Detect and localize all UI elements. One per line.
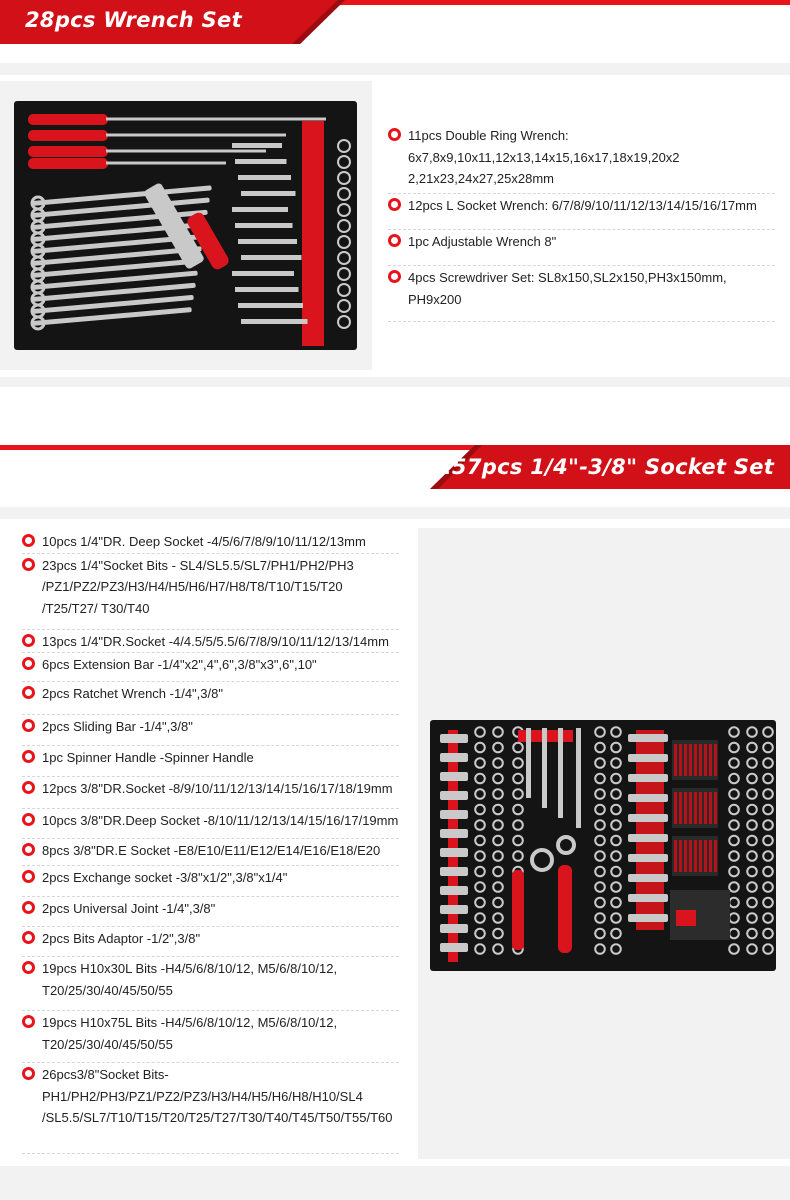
socket bbox=[729, 836, 739, 846]
socket bbox=[595, 929, 605, 939]
socket bbox=[595, 867, 605, 877]
socket bbox=[493, 851, 503, 861]
socket bbox=[747, 789, 757, 799]
socket bbox=[747, 774, 757, 784]
socket-ring bbox=[338, 220, 350, 232]
section-divider bbox=[0, 507, 790, 519]
socket bbox=[611, 789, 621, 799]
socket-bit bbox=[714, 792, 717, 824]
spec-list-item bbox=[388, 194, 775, 230]
socket-bar bbox=[628, 814, 668, 822]
socket bbox=[493, 867, 503, 877]
socket-set-banner bbox=[0, 445, 790, 489]
socket bbox=[513, 851, 523, 861]
socket bbox=[493, 882, 503, 892]
socket bbox=[475, 944, 485, 954]
socket-bar bbox=[628, 834, 668, 842]
spec-list-item bbox=[22, 809, 399, 839]
spec-text: 12pcs L Socket Wrench: 6/7/8/9/10/11/12/13/14/15/16/17mm bbox=[408, 198, 757, 213]
spec-text: 1pc Adjustable Wrench 8" bbox=[408, 234, 557, 249]
socket-bar bbox=[628, 754, 668, 762]
screwdriver-shaft bbox=[106, 134, 286, 137]
socket bbox=[763, 929, 773, 939]
socket-set-spec-list bbox=[22, 530, 399, 1154]
bullet-circle-icon bbox=[22, 1067, 35, 1080]
deep-socket bbox=[440, 772, 468, 781]
socket bbox=[763, 727, 773, 737]
socket bbox=[611, 758, 621, 768]
l-socket-wrench bbox=[235, 287, 299, 292]
socket bbox=[763, 758, 773, 768]
section-divider bbox=[0, 63, 790, 75]
spec-list-item bbox=[22, 1011, 399, 1063]
socket bbox=[763, 743, 773, 753]
socket-bit bbox=[709, 792, 712, 824]
socket bbox=[747, 851, 757, 861]
socket bbox=[595, 805, 605, 815]
bullet-circle-icon bbox=[22, 558, 35, 571]
spec-text: 6pcs Extension Bar -1/4"x2",4",6",3/8"x3",6",10" bbox=[42, 657, 317, 672]
socket bbox=[475, 836, 485, 846]
spec-list-item bbox=[22, 777, 399, 809]
bullet-circle-icon bbox=[22, 657, 35, 670]
socket bbox=[595, 820, 605, 830]
socket bbox=[475, 727, 485, 737]
spec-list-item bbox=[22, 746, 399, 777]
socket bbox=[475, 851, 485, 861]
socket bbox=[729, 789, 739, 799]
socket bbox=[729, 898, 739, 908]
spec-text: 8pcs 3/8"DR.E Socket -E8/E10/E11/E12/E14/E16/E18/E20 bbox=[42, 843, 381, 858]
socket bbox=[595, 851, 605, 861]
bullet-circle-icon bbox=[388, 128, 401, 141]
spec-list-item bbox=[22, 866, 399, 897]
socket bbox=[475, 929, 485, 939]
deep-socket bbox=[440, 886, 468, 895]
socket-bit bbox=[694, 840, 697, 872]
socket-bit bbox=[704, 840, 707, 872]
socket bbox=[611, 805, 621, 815]
socket bbox=[729, 929, 739, 939]
socket bbox=[595, 743, 605, 753]
spec-text: 12pcs 3/8"DR.Socket -8/9/10/11/12/13/14/15/16/17/18/19mm bbox=[42, 781, 393, 796]
ratchet-head bbox=[532, 850, 552, 870]
l-socket-wrench bbox=[235, 159, 287, 164]
extension-bar bbox=[558, 728, 563, 818]
l-socket-wrench bbox=[238, 175, 291, 180]
ratchet-handle bbox=[558, 865, 572, 953]
socket bbox=[747, 929, 757, 939]
bullet-circle-icon bbox=[22, 534, 35, 547]
socket bbox=[747, 820, 757, 830]
socket-bit bbox=[699, 840, 702, 872]
deep-socket bbox=[440, 734, 468, 743]
socket bbox=[475, 867, 485, 877]
bullet-circle-icon bbox=[22, 686, 35, 699]
deep-socket bbox=[440, 753, 468, 762]
socket bbox=[493, 758, 503, 768]
spec-text: 19pcs H10x30L Bits -H4/5/6/8/10/12, M5/6/8/10/12, T20/25/30/40/45/50/55 bbox=[42, 961, 338, 998]
socket bbox=[595, 913, 605, 923]
socket-bit bbox=[679, 792, 682, 824]
socket bbox=[595, 774, 605, 784]
socket bbox=[513, 805, 523, 815]
socket-ring bbox=[338, 156, 350, 168]
bullet-circle-icon bbox=[22, 961, 35, 974]
socket bbox=[493, 743, 503, 753]
section-divider bbox=[0, 1166, 790, 1200]
socket bbox=[763, 820, 773, 830]
screwdriver-shaft bbox=[106, 162, 226, 165]
socket-ring bbox=[338, 188, 350, 200]
spec-list-item bbox=[22, 957, 399, 1011]
deep-socket bbox=[440, 848, 468, 857]
wrench-tray-image bbox=[14, 101, 357, 350]
socket bbox=[729, 944, 739, 954]
socket bbox=[611, 836, 621, 846]
socket bbox=[493, 898, 503, 908]
spec-text: 13pcs 1/4"DR.Socket -4/4.5/5/5.5/6/7/8/9/10/11/12/13/14mm bbox=[42, 633, 389, 649]
socket-bit bbox=[674, 792, 677, 824]
spec-text: 2pcs Exchange socket -3/8"x1/2",3/8"x1/4" bbox=[42, 870, 288, 885]
socket bbox=[611, 851, 621, 861]
spec-list-item bbox=[22, 927, 399, 957]
socket bbox=[611, 774, 621, 784]
socket bbox=[493, 929, 503, 939]
socket-bar bbox=[628, 874, 668, 882]
socket bbox=[763, 867, 773, 877]
socket-bit bbox=[709, 840, 712, 872]
socket bbox=[729, 820, 739, 830]
l-socket-wrench bbox=[232, 271, 294, 276]
socket bbox=[595, 882, 605, 892]
ratchet-head bbox=[558, 837, 574, 853]
spec-text: 26pcs3/8"Socket Bits- PH1/PH2/PH3/PZ1/PZ2/PZ3/H3/H4/H5/H6/H8/H10/SL4 /SL5.5/SL7/T10/T15/T20/T25/T27/T30/T40/T45/T50/T55/T60 bbox=[42, 1067, 393, 1125]
socket bbox=[763, 944, 773, 954]
socket-ring bbox=[338, 252, 350, 264]
spec-text: 4pcs Screwdriver Set: SL8x150,SL2x150,PH3x150mm, PH9x200 bbox=[408, 270, 727, 307]
bullet-circle-icon bbox=[22, 634, 35, 647]
socket-ring bbox=[338, 300, 350, 312]
socket-bit bbox=[679, 744, 682, 776]
socket-bit bbox=[674, 840, 677, 872]
spec-list-item bbox=[22, 530, 399, 554]
socket bbox=[747, 836, 757, 846]
socket bbox=[611, 898, 621, 908]
socket bbox=[729, 743, 739, 753]
socket-bit bbox=[684, 840, 687, 872]
socket bbox=[611, 882, 621, 892]
deep-socket bbox=[440, 829, 468, 838]
socket bbox=[513, 820, 523, 830]
spec-text: 1pc Spinner Handle -Spinner Handle bbox=[42, 750, 254, 765]
socket-bit bbox=[704, 744, 707, 776]
screwdriver-handle bbox=[28, 158, 108, 169]
socket bbox=[729, 774, 739, 784]
socket bbox=[475, 820, 485, 830]
spec-text: 2pcs Universal Joint -1/4",3/8" bbox=[42, 901, 216, 916]
socket bbox=[763, 774, 773, 784]
socket bbox=[493, 913, 503, 923]
socket-bit bbox=[704, 792, 707, 824]
socket bbox=[729, 882, 739, 892]
socket bbox=[763, 913, 773, 923]
socket bbox=[747, 944, 757, 954]
spec-list-item bbox=[22, 839, 399, 866]
socket-bit bbox=[699, 792, 702, 824]
socket-tray-image bbox=[430, 720, 776, 971]
screwdriver-shaft bbox=[106, 118, 326, 121]
deep-socket bbox=[440, 943, 468, 952]
deep-socket bbox=[440, 905, 468, 914]
bullet-circle-icon bbox=[22, 901, 35, 914]
spec-text: 10pcs 1/4"DR. Deep Socket -4/5/6/7/8/9/10/11/12/13mm bbox=[42, 534, 366, 549]
socket bbox=[611, 913, 621, 923]
spec-list-item bbox=[22, 554, 399, 630]
socket bbox=[611, 727, 621, 737]
socket bbox=[513, 743, 523, 753]
socket bbox=[729, 758, 739, 768]
socket bbox=[747, 867, 757, 877]
bullet-circle-icon bbox=[22, 719, 35, 732]
accessory-adaptor bbox=[676, 910, 696, 926]
socket bbox=[611, 743, 621, 753]
socket bbox=[475, 789, 485, 799]
socket bbox=[475, 882, 485, 892]
socket-bit bbox=[694, 744, 697, 776]
spec-text: 19pcs H10x75L Bits -H4/5/6/8/10/12, M5/6/8/10/12, T20/25/30/40/45/50/55 bbox=[42, 1015, 338, 1052]
socket bbox=[595, 944, 605, 954]
socket-bar bbox=[628, 854, 668, 862]
bullet-circle-icon bbox=[22, 931, 35, 944]
socket-bit bbox=[689, 792, 692, 824]
section-divider bbox=[0, 377, 790, 387]
screwdriver-handle bbox=[28, 146, 108, 157]
socket-bar bbox=[628, 894, 668, 902]
bullet-circle-icon bbox=[22, 750, 35, 763]
l-socket-wrench bbox=[241, 191, 296, 196]
spec-list-item bbox=[22, 715, 399, 746]
bullet-circle-icon bbox=[388, 270, 401, 283]
socket-bit bbox=[689, 840, 692, 872]
bullet-circle-icon bbox=[22, 781, 35, 794]
socket-bit bbox=[679, 840, 682, 872]
socket bbox=[729, 805, 739, 815]
wrench-set-banner bbox=[0, 0, 790, 44]
socket-bit bbox=[699, 744, 702, 776]
socket bbox=[729, 727, 739, 737]
l-socket-wrench bbox=[241, 255, 302, 260]
l-socket-wrench bbox=[232, 143, 282, 148]
socket bbox=[747, 882, 757, 892]
screwdriver-shaft bbox=[106, 150, 266, 153]
socket bbox=[763, 836, 773, 846]
spec-list-item bbox=[388, 124, 775, 194]
socket-bar bbox=[628, 774, 668, 782]
l-socket-wrench bbox=[235, 223, 293, 228]
socket bbox=[595, 758, 605, 768]
socket bbox=[595, 898, 605, 908]
socket-ring bbox=[338, 236, 350, 248]
spec-list-item bbox=[22, 630, 399, 654]
socket bbox=[493, 774, 503, 784]
spec-text: 2pcs Bits Adaptor -1/2",3/8" bbox=[42, 931, 201, 946]
socket-bit bbox=[709, 744, 712, 776]
socket-bit bbox=[684, 792, 687, 824]
socket-set-title: 157pcs 1/4"-3/8" Socket Set bbox=[437, 455, 775, 479]
socket bbox=[729, 913, 739, 923]
l-socket-wrench bbox=[241, 319, 308, 324]
socket bbox=[747, 913, 757, 923]
extension-bar bbox=[542, 728, 547, 808]
socket bbox=[763, 789, 773, 799]
deep-socket bbox=[440, 810, 468, 819]
socket-ring bbox=[338, 316, 350, 328]
deep-socket bbox=[440, 867, 468, 876]
socket-ring bbox=[338, 284, 350, 296]
socket bbox=[763, 805, 773, 815]
socket-bar bbox=[628, 914, 668, 922]
socket bbox=[747, 743, 757, 753]
extension-bar bbox=[526, 728, 531, 798]
spec-text: 2pcs Ratchet Wrench -1/4",3/8" bbox=[42, 686, 223, 701]
socket bbox=[763, 898, 773, 908]
spec-text: 2pcs Sliding Bar -1/4",3/8" bbox=[42, 719, 193, 734]
socket bbox=[493, 789, 503, 799]
socket bbox=[747, 898, 757, 908]
socket-ring bbox=[338, 140, 350, 152]
socket-bit bbox=[714, 744, 717, 776]
spec-text: 10pcs 3/8"DR.Deep Socket -8/10/11/12/13/14/15/16/17/19mm bbox=[42, 813, 399, 828]
bullet-circle-icon bbox=[388, 234, 401, 247]
socket bbox=[611, 944, 621, 954]
socket-ring bbox=[338, 172, 350, 184]
wrench-set-spec-list bbox=[388, 124, 775, 322]
socket bbox=[493, 820, 503, 830]
spec-list-item bbox=[388, 266, 775, 322]
ratchet-handle bbox=[512, 870, 524, 950]
socket bbox=[475, 758, 485, 768]
spec-list-item bbox=[22, 897, 399, 927]
socket bbox=[493, 836, 503, 846]
socket-ring bbox=[338, 204, 350, 216]
socket-bit bbox=[689, 744, 692, 776]
socket-bit bbox=[694, 792, 697, 824]
socket bbox=[763, 851, 773, 861]
spec-text: 23pcs 1/4"Socket Bits - SL4/SL5.5/SL7/PH1/PH2/PH3 /PZ1/PZ2/PZ3/H3/H4/H5/H6/H7/H8/T8/T10/T15/T20 /T25/T27/ T30/T40 bbox=[42, 557, 354, 616]
spec-list-item bbox=[22, 1063, 399, 1154]
socket bbox=[475, 774, 485, 784]
bullet-circle-icon bbox=[22, 870, 35, 883]
socket bbox=[611, 929, 621, 939]
bullet-circle-icon bbox=[22, 1015, 35, 1028]
socket bbox=[513, 774, 523, 784]
bullet-circle-icon bbox=[22, 843, 35, 856]
l-socket-wrench bbox=[238, 303, 303, 308]
socket bbox=[747, 805, 757, 815]
l-socket-wrench bbox=[238, 239, 297, 244]
socket-bit bbox=[674, 744, 677, 776]
socket bbox=[763, 882, 773, 892]
spec-list-item bbox=[22, 653, 399, 682]
extension-bar bbox=[576, 728, 581, 828]
socket bbox=[595, 836, 605, 846]
screwdriver-handle bbox=[28, 114, 108, 125]
socket bbox=[475, 743, 485, 753]
socket bbox=[729, 851, 739, 861]
spec-list-item bbox=[388, 230, 775, 266]
socket-bar bbox=[628, 734, 668, 742]
spec-text: 11pcs Double Ring Wrench: 6x7,8x9,10x11,12x13,14x15,16x17,18x19,20x2 2,21x23,24x27,25x28mm bbox=[408, 128, 680, 186]
socket bbox=[513, 789, 523, 799]
socket-tray-illustration bbox=[430, 720, 776, 971]
socket bbox=[493, 805, 503, 815]
deep-socket bbox=[440, 791, 468, 800]
socket bbox=[475, 913, 485, 923]
socket-bit bbox=[684, 744, 687, 776]
socket bbox=[747, 758, 757, 768]
tray-holder-strip bbox=[302, 121, 324, 346]
socket bbox=[513, 836, 523, 846]
bullet-circle-icon bbox=[22, 813, 35, 826]
socket bbox=[747, 727, 757, 737]
wrench-set-title: 28pcs Wrench Set bbox=[25, 8, 242, 32]
socket bbox=[475, 805, 485, 815]
socket-bit bbox=[714, 840, 717, 872]
deep-socket bbox=[440, 924, 468, 933]
screwdriver-handle bbox=[28, 130, 108, 141]
socket bbox=[493, 727, 503, 737]
socket bbox=[513, 758, 523, 768]
wrench-tray-illustration bbox=[14, 101, 357, 350]
socket bbox=[595, 727, 605, 737]
bullet-circle-icon bbox=[388, 198, 401, 211]
socket-bar bbox=[628, 794, 668, 802]
socket bbox=[729, 867, 739, 877]
l-socket-wrench bbox=[232, 207, 288, 212]
socket bbox=[595, 789, 605, 799]
socket bbox=[611, 867, 621, 877]
socket bbox=[611, 820, 621, 830]
socket bbox=[493, 944, 503, 954]
spec-list-item bbox=[22, 682, 399, 715]
socket-ring bbox=[338, 268, 350, 280]
socket bbox=[475, 898, 485, 908]
